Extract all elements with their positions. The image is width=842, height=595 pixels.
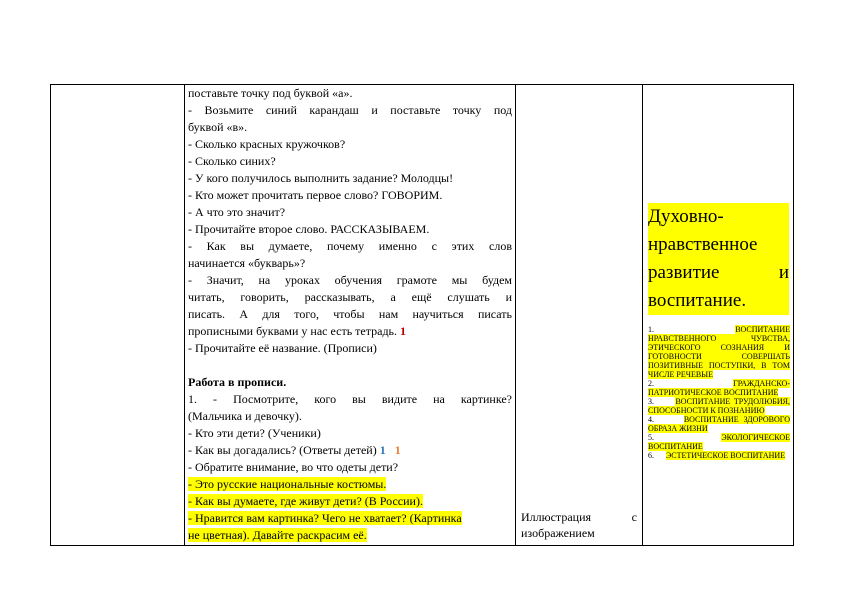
text-line: 1. - Посмотрите, кого вы видите на картинке? [188,392,512,406]
guess-text: - Как вы догадались? (Ответы детей) [188,443,377,457]
text-line: - Значит, на уроках обучения грамоте мы будем [188,273,512,287]
text-line: - Кто может прочитать первое слово? ГОВОРИМ. [188,188,443,202]
title-line [648,287,789,315]
item-text: ВОСПИТАНИЕ ТРУДОЛЮБИЯ, СПОСОБНОСТИ К ПОЗНАНИЮ [648,397,791,415]
copybook-text: прописными буквами у нас есть тетрадь. [188,324,398,338]
red-mark: 1 [400,324,407,338]
orange-mark: 1 [394,443,401,457]
highlight-line [188,510,512,527]
lesson-lines [188,85,512,323]
guess-line [188,442,512,459]
text-line: писать. А для того, чтобы нам научиться писать [188,307,512,321]
text-line: - Кто эти дети? (Ученики) [188,426,321,440]
blank-line [188,357,512,374]
blue-mark: 1 [379,443,386,457]
illustration-line: изображением [521,526,595,540]
section-heading: Работа в прописи. [188,375,287,389]
item-number: 6. [648,451,654,460]
highlight-text: не цветная). Давайте раскрасим её. [188,528,367,542]
item-text: ЭКОЛОГИЧЕСКОЕ ВОСПИТАНИЕ [648,433,790,451]
text-line: - Сколько красных кружочков? [188,137,346,151]
lesson-content-cell [185,85,515,545]
highlight-text: - Нравится вам картинка? Чего не хватает? (Картинка [188,511,462,525]
clothes-line: - Обратите внимание, во что одеты дети? [188,460,399,474]
title-line [648,259,789,287]
illustration-word: Иллюстрация [521,510,592,524]
copybook-name-line: - Прочитайте её название. (Прописи) [188,341,377,355]
upbringing-list-item [648,415,790,433]
highlight-line [188,476,512,493]
lesson-table [50,84,794,546]
text-line: - Прочитайте второе слово. РАССКАЗЫВАЕМ. [188,222,430,236]
item-number: 5. [648,433,654,442]
materials-cell [516,85,642,545]
text-line: начинается «букварь»? [188,256,306,270]
item-number: 4. [648,415,654,424]
title-text: развитие и [648,262,789,283]
item-number: 1. [648,325,654,334]
upbringing-list-item [648,325,790,379]
item-text: ЭСТЕТИЧЕСКОЕ ВОСПИТАНИЕ [666,451,786,460]
text-line: буквой «в». [188,120,248,134]
title-line [648,231,789,259]
illustration-line [521,509,637,525]
item-number: 2. [648,379,654,388]
highlight-text: - Это русские национальные костюмы. [188,477,387,491]
text-line: читать, говорить, рассказывать, а ещё слушать и [188,290,512,304]
item-text: ГРАЖДАНСКО-ПАТРИОТИЧЕСКОЕ ВОСПИТАНИЕ [648,379,790,397]
copybook-line [188,323,512,340]
illustration-note [521,509,637,541]
title-text: Духовно- [648,206,724,227]
item-text: ВОСПИТАНИЕ НРАВСТВЕННОГО ЧУВСТВА, ЭТИЧЕСКОГО СОЗНАНИЯ И ГОТОВНОСТИ СОВЕРШАТЬ ПОЗИТИВНЫЕ ПОСТУПКИ, В ТОМ ЧИСЛЕ РЕЧЕВЫЕ [648,325,790,379]
upbringing-list [648,325,790,460]
upbringing-cell [643,85,795,545]
upbringing-list-item [648,433,790,451]
upbringing-list-item [648,397,790,415]
title-text: воспитание. [648,290,747,311]
highlight-text: - Как вы думаете, где живут дети? (В России). [188,494,423,508]
text-line: - Как вы думаете, почему именно с этих слов [188,239,512,253]
text-line: - Возьмите синий карандаш и поставьте точку под [188,103,512,117]
highlight-line [188,527,512,544]
highlight-line [188,493,512,510]
text-line: - Сколько синих? [188,154,276,168]
item-number: 3. [648,397,654,406]
text-line: - А что это значит? [188,205,286,219]
upbringing-list-item [648,451,790,460]
title-text: нравственное [648,234,758,255]
item-text: ВОСПИТАНИЕ ЗДОРОВОГО ОБРАЗА ЖИЗНИ [648,415,791,433]
work-lines [188,391,512,442]
text-line: (Мальчика и девочку). [188,409,302,423]
illustration-word: с [631,510,637,524]
text-line: - У кого получилось выполнить задание? Молодцы! [188,171,454,185]
upbringing-title [648,203,789,315]
upbringing-list-item [648,379,790,397]
title-line [648,203,789,231]
text-line: поставьте точку под буквой «а». [188,86,353,100]
